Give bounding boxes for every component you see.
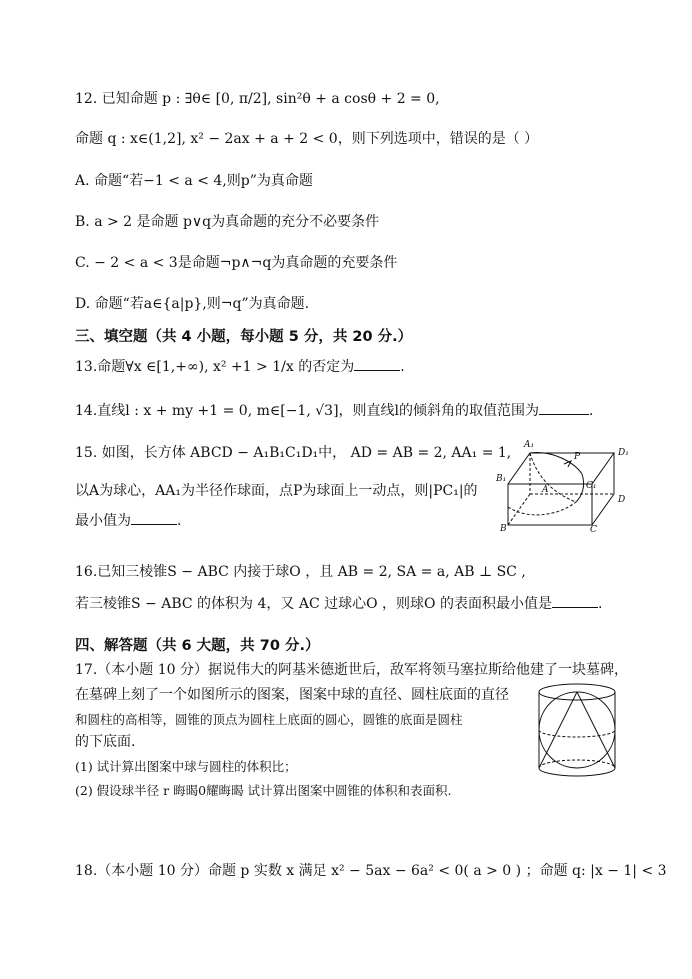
q15-period: . <box>177 513 182 529</box>
sphere-equator <box>539 730 615 737</box>
cuboid-front-face <box>508 484 592 525</box>
q18-line: 18.（本小题 10 分）命题 p 实数 x 满足 x² − 5ax − 6a² < 0( a > 0 ) ；命题 q: |x − 1| < 3 <box>75 863 667 879</box>
q13-text: 13.命题∀x ∈[1,+∞), x² +1 > 1/x 的否定为 <box>75 359 355 375</box>
point-p-arrow <box>564 461 571 467</box>
cuboid-sphere-figure <box>494 434 640 534</box>
q17-line2: 在墓碑上刻了一个如图所示的图案，图案中球的直径、圆柱底面的直径 <box>75 687 509 703</box>
q14-period: . <box>589 403 594 419</box>
q15-line1: 15. 如图，长方体 ABCD − A₁B₁C₁D₁中， AD = AB = 2, AA₁ = 1, <box>75 445 512 461</box>
cuboid-hidden-edges <box>508 453 614 525</box>
q16-period: . <box>597 596 603 612</box>
q12-line2: 命题 q : x∈(1,2], x² − 2ax + a + 2 < 0，则下列选项中，错误的是（ ） <box>75 131 539 147</box>
q15-line3 <box>75 512 181 530</box>
section-4-heading: 四、解答题（共 6 大题，共 70 分.） <box>75 638 320 654</box>
q17-part1: (1) 试计算出图案中球与圆柱的体积比； <box>75 759 297 774</box>
q14-text: 14.直线l : x + my +1 = 0, m∈[−1, √3]，则直线l的倾斜角的取值范围为 <box>75 403 540 419</box>
label-c: C <box>590 525 597 534</box>
section-3-heading: 三、填空题（共 4 小题，每小题 5 分，共 20 分.） <box>75 329 413 345</box>
label-p: P <box>574 452 581 462</box>
q16-answer-blank <box>552 595 598 608</box>
cylinder-sphere-cone-figure <box>534 680 620 782</box>
q12-option-d: D. 命题“若a∈{a|p},则¬q”为真命题. <box>75 296 310 312</box>
cone-left-edge <box>539 692 577 768</box>
q12-line1: 12. 已知命题 p : ∃θ∈ [0, π/2], sin²θ + a cosθ + 2 = 0, <box>75 91 440 107</box>
q12-option-a: A. 命题“若−1 < a < 4,则p”为真命题 <box>75 173 313 189</box>
sphere-arc-side <box>576 474 584 502</box>
label-b: B <box>500 524 507 534</box>
q17-part2: (2) 假设球半径 r 晦暍0耀晦暍 试计算出图案中圆锥的体积和表面积. <box>75 783 452 798</box>
q13-line <box>75 358 405 376</box>
q12-option-b: B. a > 2 是命题 p∨q为真命题的充分不必要条件 <box>75 214 380 230</box>
label-d1: D₁ <box>618 448 629 458</box>
cylinder-bottom-back <box>539 760 615 768</box>
q12-option-c: C. − 2 < a < 3是命题¬p∧¬q为真命题的充要条件 <box>75 255 398 271</box>
q15-answer-blank <box>131 512 177 525</box>
q15-line2: 以A为球心，AA₁为半径作球面，点P为球面上一动点，则|PC₁|的 <box>75 483 478 499</box>
q16-line2 <box>75 595 602 613</box>
q13-period: . <box>400 359 405 375</box>
q14-answer-blank <box>539 402 589 415</box>
q13-answer-blank <box>354 358 400 371</box>
q15-text: 最小值为 <box>75 513 131 529</box>
sphere-outline <box>539 692 615 768</box>
label-a: A <box>542 485 549 495</box>
q17-line4: 的下底面. <box>75 734 136 750</box>
sphere-arc-inner <box>530 453 576 502</box>
cylinder-bottom-front <box>539 768 615 776</box>
cone-right-edge <box>577 692 615 768</box>
q17-line1: 17.（本小题 10 分）据说伟大的阿基米德逝世后，敌军将领马塞拉斯给他建了一块墓碑， <box>75 662 628 678</box>
q17-line3: 和圆柱的高相等，圆锥的顶点为圆柱上底面的圆心，圆锥的底面是圆柱 <box>75 712 463 727</box>
q14-line <box>75 402 593 420</box>
label-a1: A₁ <box>524 440 535 450</box>
label-b1: B₁ <box>496 474 507 484</box>
sphere-arc-bottom <box>508 502 576 515</box>
label-c1: C₁ <box>586 481 597 491</box>
q16-line1: 16.已知三棱锥S − ABC 内接于球O ，且 AB = 2, SA = a, AB ⊥ SC , <box>75 564 526 580</box>
q16-text: 若三棱锥S − ABC 的体积为 4，又 AC 过球心O ，则球O 的表面积最小值是 <box>75 596 552 612</box>
label-d: D <box>618 495 626 505</box>
